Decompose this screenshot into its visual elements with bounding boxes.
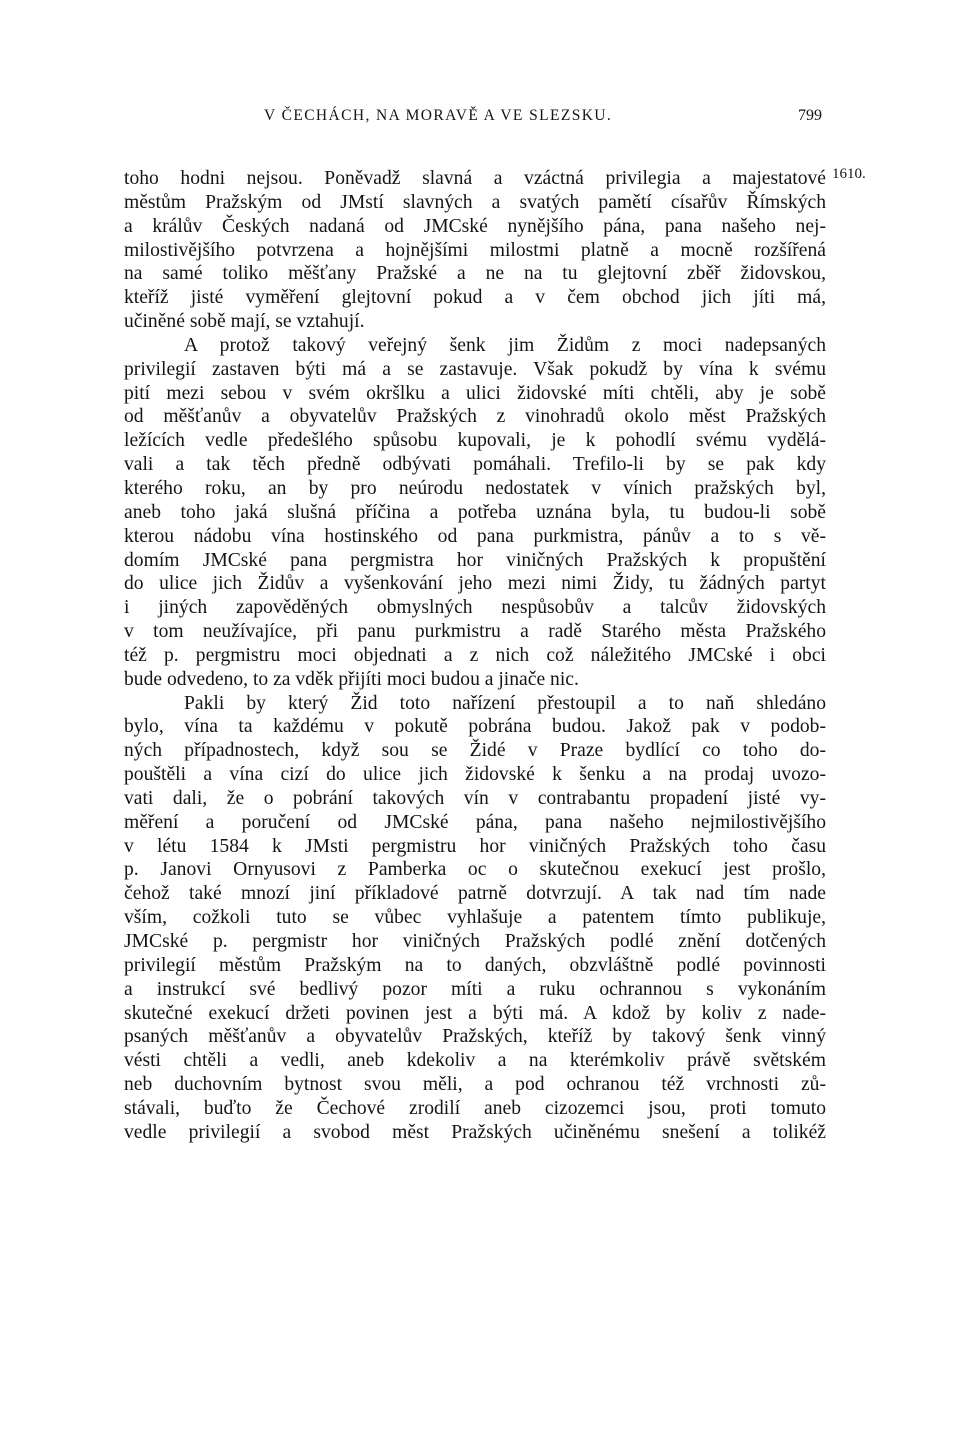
text-line: neb duchovním bytnost svou měli, a pod ochranou též vrchnosti zů- xyxy=(124,1074,826,1096)
text-line: vati dali, že o pobrání takových vín v contrabantu propadení jisté vy- xyxy=(124,787,826,809)
text-line: na samé toliko měšťany Pražské a ne na tu glejtovní zběř židovskou, xyxy=(124,263,826,285)
text-line: domím JMCské pana pergmistra hor viničných Pražských k propuštění xyxy=(124,549,826,571)
text-line: stávali, buďto že Čechové zrodilí aneb cizozemci jsou, proti tomuto xyxy=(124,1097,826,1119)
text-line: milostivějšího potvrzena a hojnějšími milostmi platně a mocně rozšířená xyxy=(124,239,826,261)
paragraph xyxy=(124,334,826,692)
text-line: v tom neužívajíce, při panu purkmistru a radě Starého města Pražského xyxy=(124,621,826,643)
page-number: 799 xyxy=(798,107,822,124)
text-line: toho hodni nejsou. Poněvadž slavná a vzáctná privilegia a majestatové xyxy=(124,168,826,189)
text-line: ležících vedle předešlého spůsobu kupovali, je k pohodlí svému vydělá- xyxy=(124,430,826,452)
text-line: kterou nádobu vína hostinského od pana purkmistra, pánův a to s vě- xyxy=(124,525,826,547)
page-header xyxy=(124,107,824,131)
text-line: čehož také mnozí jiní příkladové patrně dotvrzují. A tak nad tím nade xyxy=(124,883,826,905)
text-line: vésti chtěli a vedli, aneb kdekoliv a na kterémkoliv právě světském xyxy=(124,1050,826,1072)
text-line: ných případnostech, když sou se Židé v Praze bydlící co toho do- xyxy=(124,740,826,762)
text-line: vali a tak těch předně odbývati pomáhali. Trefilo-li by se pak kdy xyxy=(124,454,826,476)
text-line: p. Janovi Ornyusovi z Pamberka oc o skutečnou exekucí jest prošlo, xyxy=(124,859,826,881)
text-line: učiněné sobě mají, se vztahují. xyxy=(124,311,365,333)
text-line: i jiných zapověděných obmyslných nespůsobův a talcův židovských xyxy=(124,597,826,619)
paragraph xyxy=(124,167,826,334)
text-line: a instrukcí své bedlivý pozor míti a ruku ochrannou s vykonáním xyxy=(124,978,826,1000)
text-line: od měšťanův a obyvatelův Pražských z vinohradů okolo měst Pražských xyxy=(124,406,826,428)
text-line: městům Pražským od JMstí slavných a svatých pamětí císařův Římských xyxy=(124,191,826,213)
text-line: psaných měšťanův a obyvatelův Pražských, kteříž by takový šenk vinný xyxy=(124,1026,826,1048)
text-line: též p. pergmistru moci objednati a z nich což náležitého JMCské i obci xyxy=(124,644,826,666)
text-line: pití mezi sebou v svém okršlku a ulici židovské míti chtěli, aby je sobě xyxy=(124,382,826,404)
text-line: A protož takový veřejný šenk jim Židům z moci nadepsaných xyxy=(184,334,826,356)
margin-note-year: 1610. xyxy=(832,166,866,182)
text-line: kterého roku, an by pro neúrodu nedostatek v vínich pražských byl, xyxy=(124,477,826,499)
body-text xyxy=(124,167,826,1145)
text-line: a králův Českých nadaná od JMCské nynějšího pána, pana našeho nej- xyxy=(124,215,826,237)
text-line: do ulice jich Židův a vyšenkování jeho mezi nimi Židy, tu žádných partyt xyxy=(124,573,826,595)
text-line: bude odvedeno, to za vděk přijíti moci budou a jinače nic. xyxy=(124,668,579,690)
text-line: JMCské p. pergmistr hor viničných Pražských podlé znění dotčených xyxy=(124,931,826,952)
text-line: privilegií městům Pražským na to daných, obzvláštně podlé povinnosti xyxy=(124,954,826,976)
text-line: Pakli by který Žid toto nařízení přestoupil a to naň shledáno xyxy=(184,692,826,714)
text-line: vedle privilegií a svobod měst Pražských učiněnému snešení a tolikéž xyxy=(124,1121,826,1143)
text-line: vším, cožkoli tuto se vůbec vyhlašuje a patentem tímto publikuje, xyxy=(124,907,826,929)
text-line: bylo, vína ta každému v pokutě pobrána budou. Jakož pak v podob- xyxy=(124,716,826,738)
text-line: privilegií zastaven býti má a se zastavuje. Však pokudž by vína k svému xyxy=(124,358,826,380)
text-line: pouštěli a vína cizí do ulice jich židovské k šenku a na prodaj uvozo- xyxy=(124,764,826,786)
paragraph xyxy=(124,692,826,1145)
text-line: aneb toho jaká slušná příčina a potřeba uznána byla, tu budou-li sobě xyxy=(124,501,826,523)
text-line: měření a poručení od JMCské pána, pana našeho nejmilostivějšího xyxy=(124,811,826,833)
text-line: v létu 1584 k JMsti pergmistru hor viničných Pražských toho času xyxy=(124,835,826,857)
text-line: kteříž jisté vyměření glejtovní pokud a v čem obchod jich jíti má, xyxy=(124,287,826,309)
running-title: V ČECHÁCH, NA MORAVĚ A VE SLEZSKU. xyxy=(264,107,613,124)
text-line: skutečné exekucí držeti povinen jest a býti má. A kdož by koliv z nade- xyxy=(124,1002,826,1024)
